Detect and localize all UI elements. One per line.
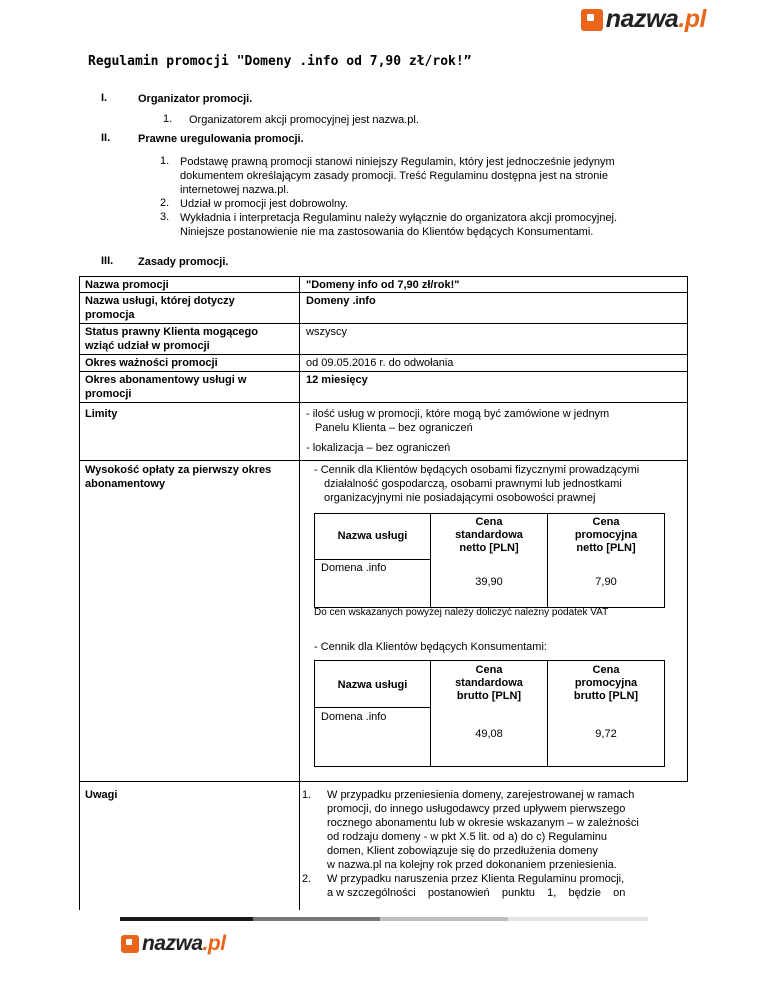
footer-bar-lighter <box>508 917 648 921</box>
period-label: Okres abonamentowy usługi w promocji <box>85 374 247 400</box>
remark-1-number: 1. <box>302 789 312 801</box>
footer-logo-name: nazwa <box>142 932 203 955</box>
page-title: Regulamin promocji "Domeny .info od 7,90 zł/rok!” <box>88 54 472 69</box>
business-header-service: Nazwa usługi <box>337 530 408 542</box>
limits-value-1: - ilość usług w promocji, które mogą być zamówione w jednym Panelu Klienta – bez ograniczeń <box>306 408 610 434</box>
limits-label: Limity <box>85 408 118 420</box>
section-3-heading: Zasady promocji. <box>138 256 229 268</box>
footer-logo-mark-icon <box>121 935 139 953</box>
validity-value: od 09.05.2016 r. do odwołania <box>306 357 454 369</box>
section-3-number: III. <box>101 255 114 267</box>
section-2-item-3-text: Wykładnia i interpretacja Regulaminu należy wyłącznie do organizatora akcji promocyjnej. Niniejsze postanowienie nie ma zastosowania do Klientów będących Konsumentami. <box>180 212 618 238</box>
service-label: Nazwa usługi, której dotyczy promocja <box>85 295 235 321</box>
business-price-table <box>314 513 665 608</box>
fee-label: Wysokość opłaty za pierwszy okres abonamentowy <box>85 464 272 490</box>
business-pricing-intro: - Cennik dla Klientów będących osobami fizycznymi prowadzącymi działalność gospodarczą, osobami prawnymi lub jednostkami organizacyjnymi nie posiadającymi osobowości prawnej <box>314 464 640 504</box>
consumer-pricing-intro: - Cennik dla Klientów będących Konsumentami: <box>314 641 547 653</box>
section-1-item-1-text: Organizatorem akcji promocyjnej jest nazwa.pl. <box>189 114 419 126</box>
business-row-standard-price: 39,90 <box>475 576 503 588</box>
section-1-heading: Organizator promocji. <box>138 93 253 105</box>
consumer-row-service: Domena .info <box>321 711 387 723</box>
section-2-item-1-number: 1. <box>160 155 170 167</box>
footer-bar-light <box>380 917 508 921</box>
logo-tld: .pl <box>678 5 706 33</box>
remark-1-text: W przypadku przeniesienia domeny, zarejestrowanej w ramach promocji, do innego usługodawcy przed upływem pierwszego rocznego abonamentu lub w okresie wskazanym – w zależności od rodzaju domeny - w pkt X.5 lit. od a) do c) Regulaminu domen, Klient zobowiązuje się do przedłużenia domeny w nazwa.pl na kolejny rok przed dokonaniem przeniesienia. <box>327 789 639 871</box>
section-2-item-1-text: Podstawę prawną promocji stanowi niniejszy Regulamin, który jest jednocześnie jedynym dokumentem określającym zasady promocji. Treść Regulaminu dostępna jest na stronie internetowej nazwa.pl. <box>180 156 615 196</box>
section-2-item-3-number: 3. <box>160 211 170 223</box>
status-value: wszyscy <box>306 326 347 338</box>
logo-name: nazwa <box>605 5 679 33</box>
validity-label: Okres ważności promocji <box>85 357 218 369</box>
section-2-item-2-number: 2. <box>160 197 170 209</box>
business-header-promo: Cena promocyjna netto [PLN] <box>574 516 638 554</box>
business-row-promo-price: 7,90 <box>595 576 617 588</box>
section-1-item-1-number: 1. <box>163 113 173 125</box>
promo-name-value: "Domeny info od 7,90 zł/rok!" <box>306 279 460 291</box>
footer-bar-dark <box>120 917 253 921</box>
consumer-price-table <box>314 660 665 767</box>
section-1-number: I. <box>101 92 108 104</box>
consumer-row-standard-price: 49,08 <box>475 728 503 740</box>
service-value: Domeny .info <box>306 295 376 307</box>
business-row-service: Domena .info <box>321 562 387 574</box>
remark-2-number: 2. <box>302 873 312 885</box>
consumer-header-standard: Cena standardowa brutto [PLN] <box>455 664 523 702</box>
status-label: Status prawny Klienta mogącego wziąć udział w promocji <box>85 326 258 352</box>
consumer-header-promo: Cena promocyjna brutto [PLN] <box>573 664 639 702</box>
section-2-item-2-text: Udział w promocji jest dobrowolny. <box>180 198 348 210</box>
brand-logo <box>581 5 706 34</box>
section-2-heading: Prawne uregulowania promocji. <box>138 133 304 145</box>
limits-value-2: - lokalizacja – bez ograniczeń <box>306 442 451 454</box>
promo-name-label: Nazwa promocji <box>85 279 169 291</box>
footer-bar-gray <box>253 917 380 921</box>
vat-note: Do cen wskazanych powyżej należy doliczyć należny podatek VAT <box>314 607 609 618</box>
period-value: 12 miesięcy <box>306 374 368 386</box>
business-header-standard: Cena standardowa netto [PLN] <box>455 516 523 554</box>
remark-2-text: W przypadku naruszenia przez Klienta Regulaminu promocji, a w szczególności postanowień punktu 1, będzie on <box>327 873 626 899</box>
logo-mark-icon <box>581 9 603 31</box>
remarks-label: Uwagi <box>85 789 118 801</box>
consumer-row-promo-price: 9,72 <box>595 728 617 740</box>
rules-table <box>79 276 688 910</box>
footer-logo <box>121 932 226 956</box>
consumer-header-service: Nazwa usługi <box>337 679 408 691</box>
section-2-number: II. <box>101 132 111 144</box>
footer-logo-tld: .pl <box>202 932 226 955</box>
